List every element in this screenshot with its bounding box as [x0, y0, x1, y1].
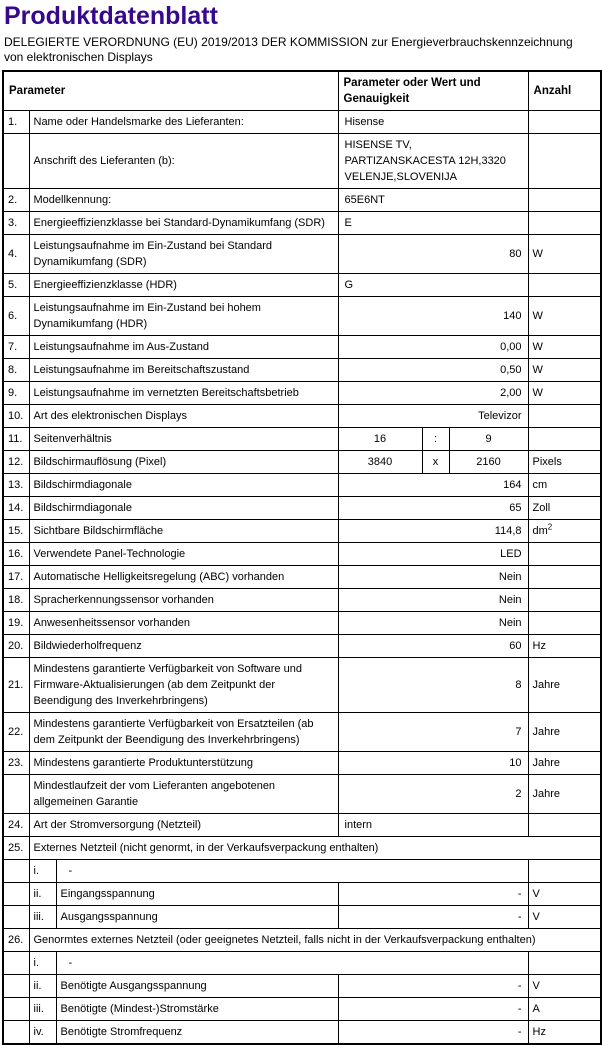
table-row — [3, 235, 601, 274]
unit-label: V — [528, 975, 601, 998]
sub-row-number: ii. — [29, 883, 56, 906]
header-value: Parameter oder Wert und Genauigkeit — [338, 71, 528, 111]
unit-label: A — [528, 998, 601, 1021]
parameter-value: - — [338, 998, 528, 1021]
table-row — [3, 359, 601, 382]
row-number: 13. — [3, 474, 29, 497]
value-second: 9 — [485, 433, 492, 445]
unit-label — [528, 860, 601, 883]
unit-label — [528, 566, 601, 589]
table-row — [3, 297, 601, 336]
row-number — [3, 975, 29, 998]
unit-label — [528, 274, 601, 297]
parameter-label: Energieeffizienzklasse bei Standard-Dynamikumfang (SDR) — [29, 212, 338, 235]
parameter-label: Energieeffizienzklasse (HDR) — [29, 274, 338, 297]
parameter-label: Mindestens garantierte Verfügbarkeit von Ersatzteilen (ab dem Zeitpunkt der Beendigung des Inverkehrbringens) — [29, 713, 338, 752]
parameter-value: Nein — [338, 612, 528, 635]
sub-row-value: - — [56, 860, 528, 883]
row-number: 24. — [3, 814, 29, 837]
row-number — [3, 775, 29, 814]
parameter-label: Name oder Handelsmarke des Lieferanten: — [29, 111, 338, 134]
row-number: 18. — [3, 589, 29, 612]
unit-label — [528, 543, 601, 566]
row-number: 21. — [3, 658, 29, 713]
table-row — [3, 713, 601, 752]
table-row — [3, 212, 601, 235]
row-number: 20. — [3, 635, 29, 658]
value-second: 2160 — [476, 456, 501, 468]
row-number: 26. — [3, 929, 29, 952]
product-datasheet-table — [2, 70, 602, 1045]
sub-row-number: i. — [29, 860, 56, 883]
table-row — [3, 111, 601, 134]
parameter-label: Benötigte Ausgangsspannung — [56, 975, 338, 998]
sub-row-number: iii. — [29, 906, 56, 929]
value-pair — [339, 451, 528, 473]
unit-label: Jahre — [528, 752, 601, 775]
parameter-label: Art der Stromversorgung (Netzteil) — [29, 814, 338, 837]
parameter-value: E — [338, 212, 528, 235]
row-number: 1. — [3, 111, 29, 134]
unit-label — [528, 428, 601, 451]
parameter-label: Mindestens garantierte Verfügbarkeit von Software und Firmware-Aktualisierungen (ab dem Zeitpunkt der Beendigung des Inverkehrbringens) — [29, 658, 338, 713]
table-row — [3, 274, 601, 297]
value-first: 16 — [373, 433, 387, 445]
value-pair — [339, 428, 528, 450]
parameter-value: 114,8 — [338, 520, 528, 543]
parameter-label: Bildschirmauflösung (Pixel) — [29, 451, 338, 474]
row-number: 12. — [3, 451, 29, 474]
header-count: Anzahl — [528, 71, 601, 111]
parameter-label: Spracherkennungssensor vorhanden — [29, 589, 338, 612]
table-row — [3, 952, 601, 975]
unit-label: Pixels — [528, 451, 601, 474]
parameter-value: HISENSE TV, PARTIZANSKACESTA 12H,3320 VELENJE,SLOVENIJA — [338, 134, 528, 189]
parameter-value: 0,00 — [338, 336, 528, 359]
row-number: 22. — [3, 713, 29, 752]
table-row — [3, 520, 601, 543]
parameter-value: 80 — [338, 235, 528, 274]
unit-superscript: 2 — [547, 522, 553, 532]
parameter-value: 65 — [338, 497, 528, 520]
parameter-label: Leistungsaufnahme im Aus-Zustand — [29, 336, 338, 359]
parameter-value: G — [338, 274, 528, 297]
row-number: 25. — [3, 837, 29, 860]
unit-label: W — [528, 235, 601, 274]
row-number — [3, 906, 29, 929]
row-number: 3. — [3, 212, 29, 235]
table-row — [3, 635, 601, 658]
row-number: 14. — [3, 497, 29, 520]
parameter-value: Nein — [338, 566, 528, 589]
unit-label: W — [528, 382, 601, 405]
sub-row-number: iii. — [29, 998, 56, 1021]
unit-label: Jahre — [528, 713, 601, 752]
unit-label: V — [528, 906, 601, 929]
row-number: 2. — [3, 189, 29, 212]
unit-label: Zoll — [528, 497, 601, 520]
parameter-label: Ausgangsspannung — [56, 906, 338, 929]
row-number — [3, 952, 29, 975]
parameter-value: 0,50 — [338, 359, 528, 382]
parameter-value-pair — [338, 428, 528, 451]
parameter-value: LED — [338, 543, 528, 566]
row-number: 15. — [3, 520, 29, 543]
table-row — [3, 775, 601, 814]
row-number: 17. — [3, 566, 29, 589]
parameter-value: - — [338, 883, 528, 906]
parameter-value: 140 — [338, 297, 528, 336]
table-row — [3, 474, 601, 497]
page-title: Produktdatenblatt — [4, 2, 218, 30]
parameter-label: Mindestlaufzeit der vom Lieferanten angebotenen allgemeinen Garantie — [29, 775, 338, 814]
table-row — [3, 837, 601, 860]
unit-label: cm — [528, 474, 601, 497]
sub-row-number: i. — [29, 952, 56, 975]
table-row — [3, 612, 601, 635]
value-separator: : — [422, 428, 450, 450]
table-row — [3, 189, 601, 212]
datasheet-table-body — [3, 111, 601, 1045]
row-number: 8. — [3, 359, 29, 382]
table-row — [3, 860, 601, 883]
parameter-label: Eingangsspannung — [56, 883, 338, 906]
row-number — [3, 134, 29, 189]
header-parameter: Parameter — [3, 71, 338, 111]
table-row — [3, 906, 601, 929]
section-label: Genormtes externes Netzteil (oder geeignetes Netzteil, falls nicht in der Verkaufsverpackung enthalten) — [29, 929, 601, 952]
parameter-value: 2,00 — [338, 382, 528, 405]
unit-label: Hz — [528, 635, 601, 658]
value-separator: x — [422, 451, 450, 473]
table-row — [3, 543, 601, 566]
parameter-value: intern — [338, 814, 528, 837]
table-row — [3, 428, 601, 451]
row-number — [3, 998, 29, 1021]
parameter-value: Nein — [338, 589, 528, 612]
row-number: 11. — [3, 428, 29, 451]
table-row — [3, 336, 601, 359]
unit-label: $dm^2$ — [528, 520, 601, 543]
unit-label — [528, 212, 601, 235]
parameter-value: 10 — [338, 752, 528, 775]
parameter-label: Anschrift des Lieferanten (b): — [29, 134, 338, 189]
row-number: 7. — [3, 336, 29, 359]
parameter-label: Seitenverhältnis — [29, 428, 338, 451]
parameter-label: Leistungsaufnahme im Ein-Zustand bei Standard Dynamikumfang (SDR) — [29, 235, 338, 274]
regulation-subtitle: DELEGIERTE VERORDNUNG (EU) 2019/2013 DER KOMMISSION zur Energieverbrauchskennzeichnung von elektronischen Displays — [4, 35, 573, 64]
table-row — [3, 1021, 601, 1045]
parameter-label: Bildschirmdiagonale — [29, 497, 338, 520]
row-number: 6. — [3, 297, 29, 336]
row-number: 16. — [3, 543, 29, 566]
parameter-value: 65E6NT — [338, 189, 528, 212]
parameter-label: Leistungsaufnahme im vernetzten Bereitschaftsbetrieb — [29, 382, 338, 405]
row-number: 4. — [3, 235, 29, 274]
row-number: 23. — [3, 752, 29, 775]
row-number: 9. — [3, 382, 29, 405]
sub-row-number: ii. — [29, 975, 56, 998]
parameter-value: Hisense — [338, 111, 528, 134]
parameter-label: Benötigte (Mindest-)Stromstärke — [56, 998, 338, 1021]
parameter-label: Bildwiederholfrequenz — [29, 635, 338, 658]
table-row — [3, 589, 601, 612]
value-first: 3840 — [367, 456, 393, 468]
row-number — [3, 1021, 29, 1045]
parameter-label: Sichtbare Bildschirmfläche — [29, 520, 338, 543]
table-header — [3, 71, 601, 111]
section-label: Externes Netzteil (nicht genormt, in der Verkaufsverpackung enthalten) — [29, 837, 601, 860]
table-row — [3, 883, 601, 906]
unit-label — [528, 589, 601, 612]
table-row — [3, 814, 601, 837]
parameter-value: 7 — [338, 713, 528, 752]
parameter-value: - — [338, 975, 528, 998]
parameter-label: Anwesenheitssensor vorhanden — [29, 612, 338, 635]
table-row — [3, 929, 601, 952]
unit-label: Jahre — [528, 775, 601, 814]
parameter-label: Verwendete Panel-Technologie — [29, 543, 338, 566]
unit-label: W — [528, 297, 601, 336]
parameter-label: Art des elektronischen Displays — [29, 405, 338, 428]
row-number — [3, 883, 29, 906]
table-row — [3, 998, 601, 1021]
row-number: 19. — [3, 612, 29, 635]
parameter-label: Leistungsaufnahme im Ein-Zustand bei hohem Dynamikumfang (HDR) — [29, 297, 338, 336]
table-row — [3, 497, 601, 520]
parameter-label: Benötigte Stromfrequenz — [56, 1021, 338, 1045]
parameter-value: 164 — [338, 474, 528, 497]
table-row — [3, 752, 601, 775]
unit-label — [528, 952, 601, 975]
table-header-row — [3, 71, 601, 111]
unit-label — [528, 612, 601, 635]
unit-label — [528, 111, 601, 134]
table-row — [3, 405, 601, 428]
parameter-value: 2 — [338, 775, 528, 814]
parameter-value: - — [338, 1021, 528, 1045]
parameter-label: Modellkennung: — [29, 189, 338, 212]
sub-row-number: iv. — [29, 1021, 56, 1045]
parameter-label: Leistungsaufnahme im Bereitschaftszustand — [29, 359, 338, 382]
unit-label: V — [528, 883, 601, 906]
table-row — [3, 134, 601, 189]
table-row — [3, 566, 601, 589]
unit-label: W — [528, 359, 601, 382]
parameter-value: - — [338, 906, 528, 929]
unit-label: Hz — [528, 1021, 601, 1045]
unit-label — [528, 134, 601, 189]
unit-label — [528, 814, 601, 837]
table-row — [3, 658, 601, 713]
unit-label: W — [528, 336, 601, 359]
row-number: 10. — [3, 405, 29, 428]
row-number — [3, 860, 29, 883]
table-row — [3, 382, 601, 405]
table-row — [3, 451, 601, 474]
sub-row-value: - — [56, 952, 528, 975]
row-number: 5. — [3, 274, 29, 297]
unit-label — [528, 189, 601, 212]
parameter-value: Televizor — [338, 405, 528, 428]
unit-label: Jahre — [528, 658, 601, 713]
table-row — [3, 975, 601, 998]
parameter-label: Automatische Helligkeitsregelung (ABC) vorhanden — [29, 566, 338, 589]
parameter-value: 8 — [338, 658, 528, 713]
unit-label — [528, 405, 601, 428]
parameter-value: 60 — [338, 635, 528, 658]
parameter-label: Bildschirmdiagonale — [29, 474, 338, 497]
parameter-value-pair — [338, 451, 528, 474]
parameter-label: Mindestens garantierte Produktunterstützung — [29, 752, 338, 775]
